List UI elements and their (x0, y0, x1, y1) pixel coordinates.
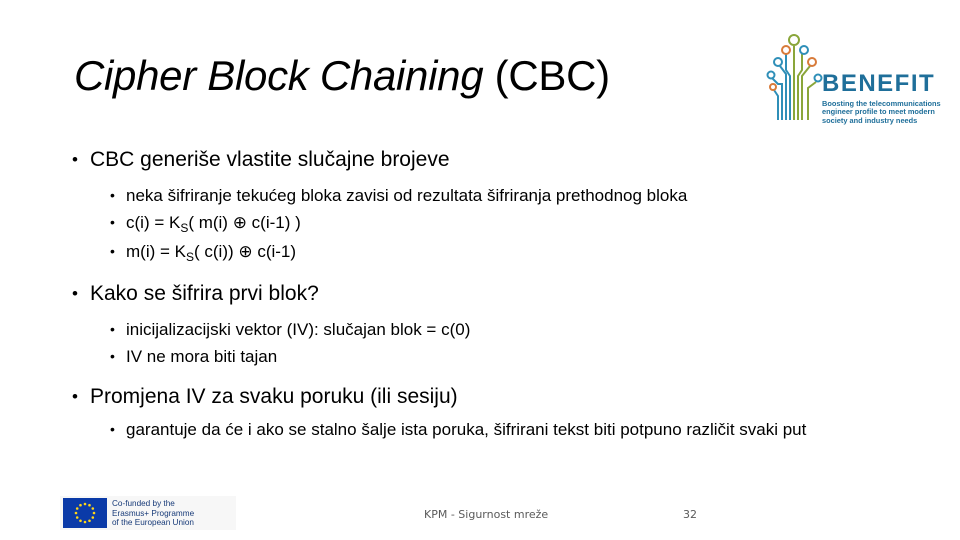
sub-bullet-iv-not-secret: • IV ne mora biti tajan (110, 343, 912, 370)
eu-flag-icon (63, 498, 107, 528)
slide-title (74, 52, 610, 100)
bullet-cbc: • CBC generiše vlastite slučajne brojeve (72, 145, 912, 175)
logo-tagline: Boosting the telecommunications engineer profile to meet modern society and industry needs (822, 99, 941, 125)
slide-content (72, 145, 912, 440)
formula-pre: c(i) = K (126, 213, 181, 232)
sub-bullet-iv: • inicijalizacijski vektor (IV): slučajan blok = c(0) (110, 316, 912, 343)
sub-bullet-chaining: • neka šifriranje tekućeg bloka zavisi od rezultata šifriranja prethodnog bloka (110, 182, 912, 209)
eu-line-1: Co-funded by the (112, 499, 175, 508)
eu-line-3: of the European Union (112, 518, 194, 528)
benefit-logo (766, 30, 944, 132)
eu-cofunding-text (112, 499, 194, 528)
slide-title-rest: (CBC) (483, 52, 610, 99)
formula-post: ( m(i) ⊕ c(i-1) ) (188, 213, 301, 232)
bullet-first-block: • Kako se šifrira prvi blok? (72, 279, 912, 309)
footer-course-title: KPM - Sigurnost mreže (424, 508, 549, 521)
eu-cofunding-logo (60, 496, 236, 530)
footer-page-number: 32 (683, 508, 697, 521)
formula-pre: m(i) = K (126, 242, 186, 261)
circuit-tree-icon (766, 30, 826, 132)
formula-post: ( c(i)) ⊕ c(i-1) (194, 242, 297, 261)
formula-subscript: S (185, 250, 194, 264)
slide-title-italic: Cipher Block Chaining (74, 52, 484, 99)
sub-bullet-decrypt-formula (110, 238, 912, 267)
logo-name: BENEFIT (822, 70, 936, 97)
sub-bullet-encrypt-formula (110, 209, 912, 238)
formula-subscript: S (180, 221, 189, 235)
eu-line-2: Erasmus+ Programme (112, 508, 195, 518)
sub-bullet-guarantee: • garantuje da će i ako se stalno šalje ista poruka, šifrirani tekst biti potpuno različit svaki put (110, 419, 866, 440)
bullet-change-iv: • Promjena IV za svaku poruku (ili sesiju) (72, 382, 912, 412)
